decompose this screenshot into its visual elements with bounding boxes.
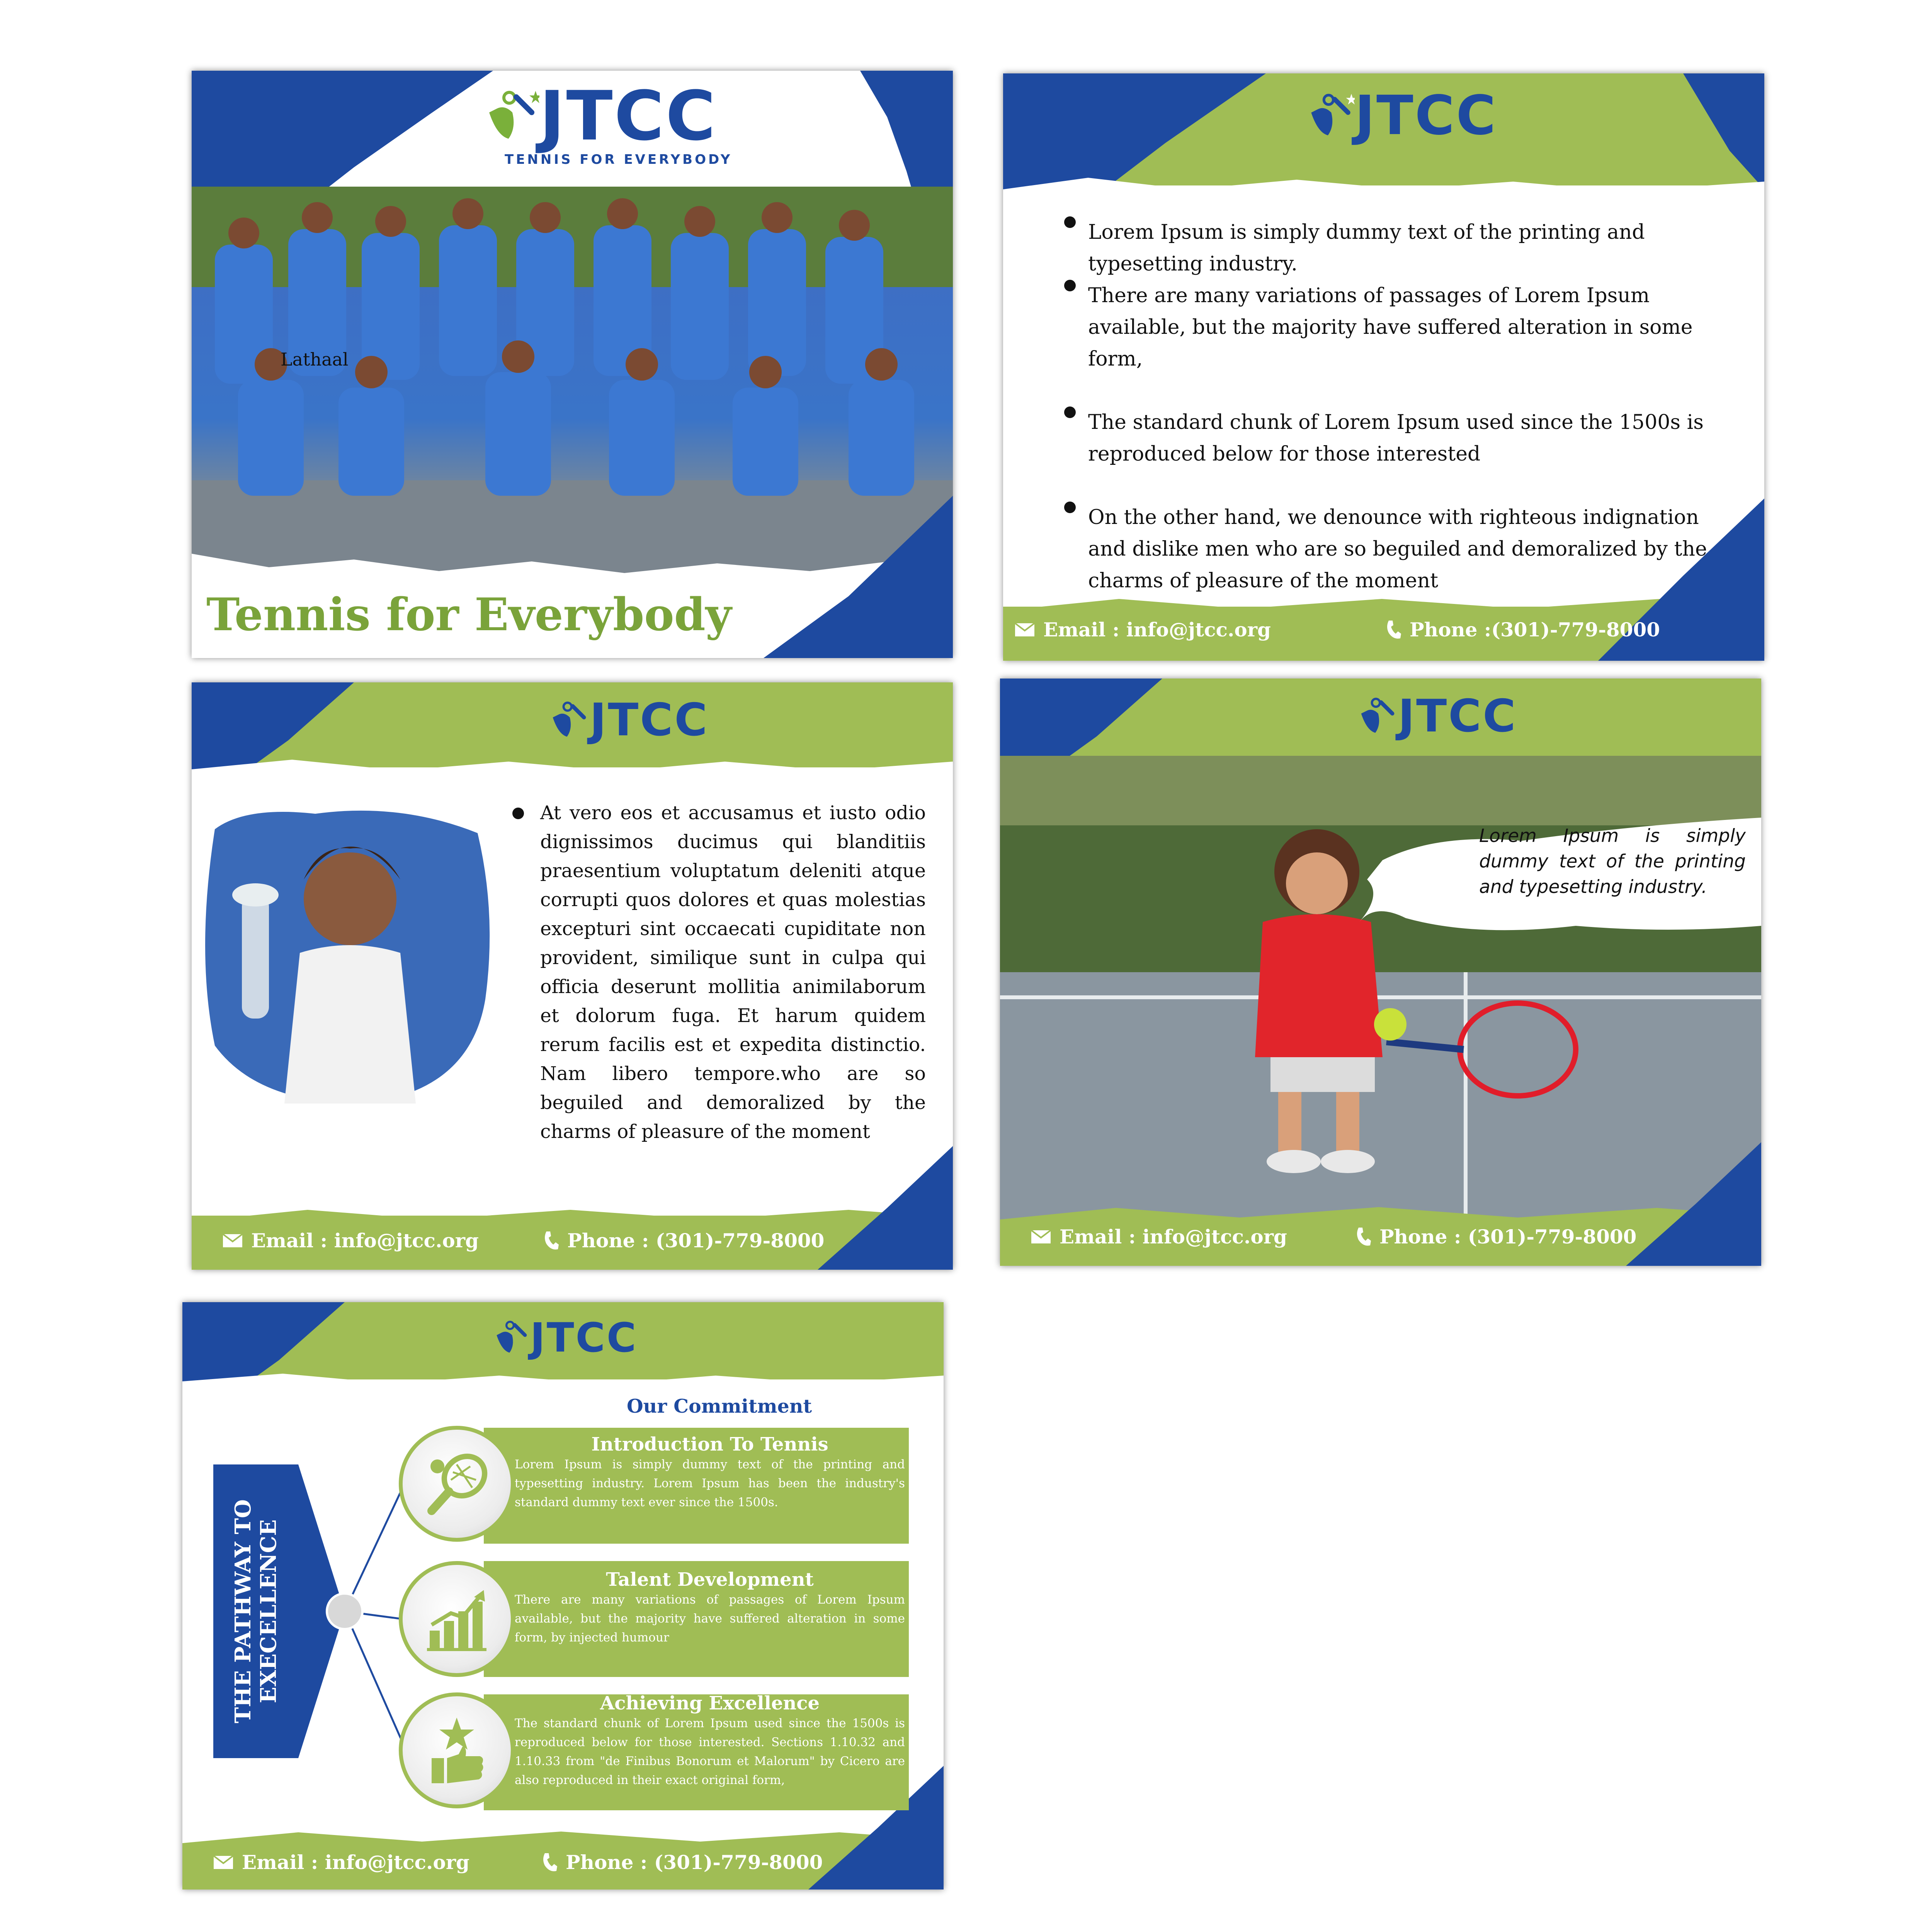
brand-name: JTCC — [1355, 84, 1498, 147]
card-title: Talent Development — [606, 1569, 814, 1590]
bullet-dot — [512, 808, 524, 819]
footer-phone[interactable] — [1355, 1225, 1636, 1248]
commitment-icon-circle-3 — [399, 1692, 515, 1808]
brand-tagline: TENNIS FOR EVERYBODY — [505, 152, 733, 167]
envelope-icon — [1031, 1230, 1051, 1244]
photo-caption: Lathaal — [281, 349, 349, 370]
email-text: Email : info@jtcc.org — [1043, 618, 1271, 641]
phone-icon — [543, 1231, 559, 1251]
phone-icon — [542, 1852, 557, 1872]
bullet-item-2 — [1061, 280, 1733, 375]
section-heading: Our Commitment — [627, 1395, 812, 1417]
jtcc-logo — [547, 694, 709, 746]
jtcc-logo — [1304, 84, 1498, 147]
slide-photo-text — [192, 682, 953, 1270]
brand-name: JTCC — [590, 694, 709, 746]
commitment-card-2-content — [515, 1569, 905, 1647]
bullet-item-3 — [1061, 406, 1733, 470]
footer-email[interactable] — [1015, 618, 1271, 641]
bullet-text: There are many variations of passages of Lorem Ipsum available, but the majority have suffered alteration in some form, — [1088, 284, 1693, 371]
footer-email[interactable] — [213, 1851, 469, 1874]
trophy-player-photo — [199, 798, 497, 1107]
phone-text: Phone : (301)-779-8000 — [566, 1851, 823, 1874]
jtcc-logo — [492, 1314, 638, 1361]
trophy-player-illustration — [199, 798, 497, 1107]
envelope-icon — [1015, 623, 1035, 637]
tennis-player-logo-icon — [492, 1318, 530, 1357]
tennis-racket-icon — [422, 1449, 492, 1519]
slide-bullets — [1003, 73, 1764, 661]
phone-icon — [1386, 620, 1401, 640]
bullet-item-4 — [1061, 502, 1733, 597]
commitment-icon-circle-1 — [399, 1426, 515, 1542]
footer-phone[interactable] — [542, 1851, 823, 1874]
card-title: Achieving Excellence — [600, 1692, 820, 1714]
email-text: Email : info@jtcc.org — [242, 1851, 470, 1874]
bullet-item-1 — [1061, 216, 1733, 280]
commitment-icon-circle-2 — [399, 1561, 515, 1677]
bar-chart-growth-icon — [424, 1586, 490, 1652]
quote-text: Lorem Ipsum is simply dummy text of the printing and typesetting industry. — [1479, 825, 1746, 898]
footer-email[interactable] — [1031, 1225, 1287, 1248]
phone-icon — [1355, 1227, 1371, 1247]
paragraph-text: At vero eos et accusamus et iusto odio dignissimos ducimus qui blanditiis praesentium voluptatum deleniti atque corrupti quos dolores et quas molestias excepturi sint occaecati cupiditate non provident, similique sunt in culpa qui officia deserunt mollitia animilaborum et dolorum fuga. Et harum quidem rerum facilis est et expedita distinctio. Nam libero tempore.who are so beguiled and demoralized by the charms of pleasure of the moment — [540, 802, 926, 1143]
card-text: Lorem Ipsum is simply dummy text of the printing and typesetting industry. Lorem Ipsum has been the industry's standard dummy text ever since the 1500s. — [515, 1458, 905, 1509]
phone-text: Phone :(301)-779-8000 — [1410, 618, 1660, 641]
card-text: There are many variations of passages of Lorem Ipsum available, but the majority have suffered alteration in some form, by injected humour — [515, 1593, 905, 1645]
brand-name: JTCC — [530, 1314, 638, 1361]
commitment-card-1-content — [515, 1434, 905, 1512]
envelope-icon — [213, 1855, 233, 1869]
email-text: Email : info@jtcc.org — [251, 1229, 479, 1252]
tennis-player-logo-icon — [547, 699, 590, 742]
footer-phone[interactable] — [543, 1229, 824, 1252]
card-text: The standard chunk of Lorem Ipsum used since the 1500s is reproduced below for those interested. Sections 1.10.32 and 1.10.33 from "de Finibus Bonorum et Malorum" by Cicero are also reproduced in their exact original form, — [515, 1716, 905, 1787]
slide-cover-torn-edge — [192, 71, 953, 658]
brand-name: JTCC — [539, 77, 717, 156]
cover-headline: Tennis for Everybody — [206, 588, 732, 641]
card-title: Introduction To Tennis — [591, 1434, 828, 1455]
bullet-text: The standard chunk of Lorem Ipsum used since the 1500s is reproduced below for those interested — [1088, 411, 1704, 466]
bullet-list — [1061, 216, 1733, 597]
bullet-text: Lorem Ipsum is simply dummy text of the printing and typesetting industry. — [1088, 221, 1645, 276]
commitment-card-3-content — [515, 1692, 905, 1790]
phone-text: Phone : (301)-779-8000 — [1379, 1225, 1637, 1248]
tennis-player-logo-icon — [1304, 91, 1355, 141]
slide-commitment — [182, 1302, 944, 1889]
slide-child-player — [1000, 679, 1761, 1266]
paragraph-block — [512, 798, 926, 1146]
bullet-text: On the other hand, we denounce with righteous indignation and dislike men who are so beguiled and demoralized by the charms of pleasure of the moment — [1088, 506, 1707, 592]
email-text: Email : info@jtcc.org — [1060, 1225, 1287, 1248]
pathway-side-label — [213, 1464, 298, 1758]
envelope-icon — [223, 1234, 243, 1248]
slide-cover — [192, 71, 953, 658]
footer-phone[interactable] — [1386, 618, 1660, 641]
slide-child-player-footer-shape — [1000, 679, 1761, 1266]
side-label-line1: THE PATHWAY TO — [230, 1499, 256, 1723]
thumbs-up-star-icon — [424, 1716, 490, 1785]
side-label-line2: EXECELLENCE — [256, 1519, 281, 1703]
brand-name: JTCC — [1398, 690, 1517, 742]
phone-text: Phone : (301)-779-8000 — [567, 1229, 825, 1252]
footer-email[interactable] — [223, 1229, 479, 1252]
